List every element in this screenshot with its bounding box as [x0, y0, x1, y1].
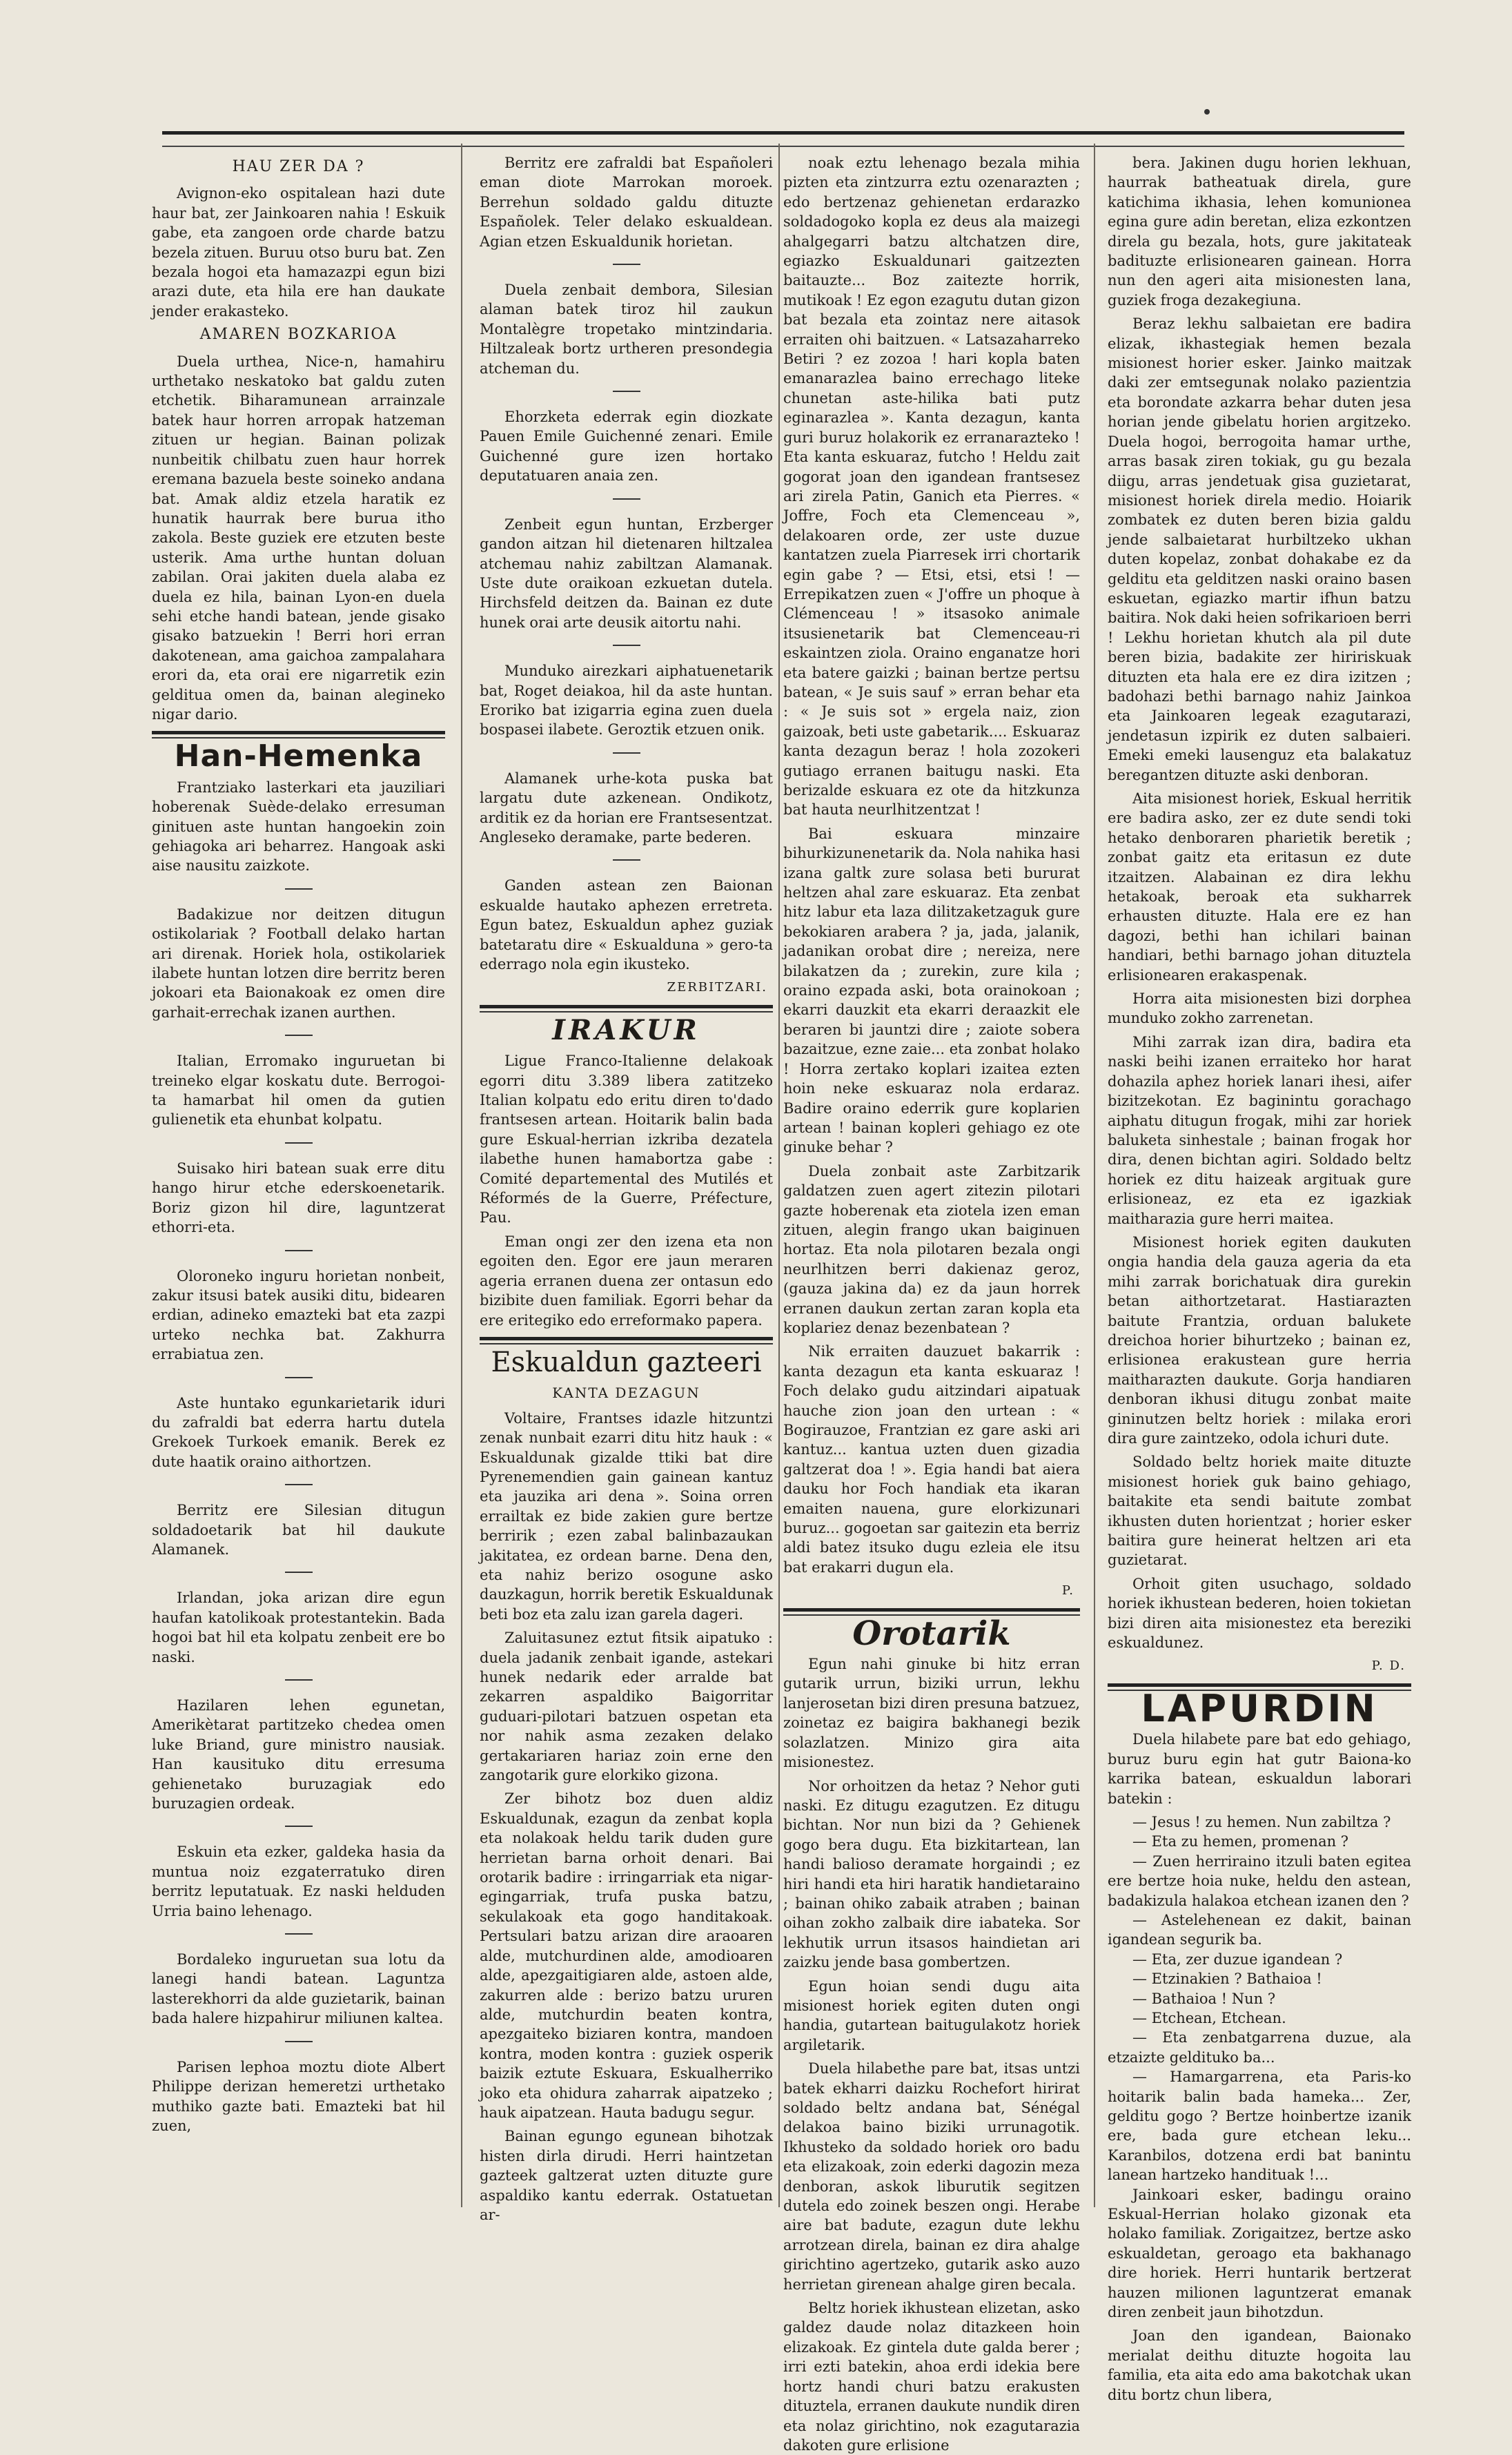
article-paragraph: Hazilaren lehen egunetan, Amerikètarat partitzeko chedea omen luke Briand, gure ministro nausiak. Han kausituko ditu erresuma gehienetako buruzagiak edo buruzagien ordeak.	[152, 1697, 445, 1812]
separator-rule	[285, 2041, 313, 2042]
separator-rule	[613, 498, 640, 500]
article-paragraph: Duela hilabete pare bat edo gehiago, buruz buru egin hat gutr Baiona-ko karrika batean, eskualdun laborari batekin :	[1108, 1731, 1411, 1807]
section-heading: AMAREN BOZKARIOA	[199, 326, 397, 344]
dialogue-line: — Eta, zer duzue igandean ?	[1132, 1950, 1343, 1968]
separator-rule	[285, 888, 313, 890]
article-paragraph: Bordaleko inguruetan sua lotu da lanegi handi batean. Laguntza lasterekhorri da alde guzietarik, bainan bada halere hizpahirur miliunen kaltea.	[152, 1951, 445, 2027]
section-masthead: IRAKUR	[552, 1013, 700, 1046]
section-rule	[152, 731, 445, 739]
separator-rule	[285, 1142, 313, 1144]
article-paragraph: Beltz horiek ikhustean elizetan, asko galdez daude nolaz ditazkeen hoin elizakoak. Ez gintela dute galda berer ; irri ezti batekin, ahoa erdi idekia bere hortz handi churi batzu erakusten dituztela, erranen daukute nundik diren eta nolaz girichtino, nok ezagutarazia dakoten gure erlisione	[783, 2300, 1080, 2454]
article-paragraph: Aste huntako egunkarietarik iduri du zafraldi bat ederra hartu dutela Grekoek Turkoek emanik. Berek ez dute haatik oraino aithortzen.	[152, 1394, 445, 1470]
dialogue-line: — Jesus ! zu hemen. Nun zabiltza ?	[1132, 1813, 1391, 1830]
separator-rule	[613, 645, 640, 646]
article-paragraph: Parisen lephoa moztu diote Albert Philippe derizan hemeretzi urthetako muthiko gazte bati. Emazteki bat hil zuen,	[152, 2058, 445, 2134]
article-paragraph: Ehorzketa ederrak egin diozkate Pauen Emile Guichenné zenari. Emile Guichenné gure izen hortako deputatuaren anaia zen.	[480, 409, 773, 485]
separator-rule	[285, 1484, 313, 1485]
article-paragraph: Suisako hiri batean suak erre ditu hango hirur etche ederskoenetarik. Boriz gizon hil dire, laguntzerat ethorri-eta.	[152, 1160, 445, 1236]
section-masthead: Eskualdun gazteeri	[491, 1346, 762, 1378]
column-rule	[778, 144, 780, 2207]
article-paragraph: Berritz ere Silesian ditugun soldadoetarik bat hil daukute Alamanek.	[152, 1502, 445, 1558]
separator-rule	[613, 264, 640, 265]
separator-rule	[285, 1933, 313, 1935]
dialogue-line: — Eta zenbatgarrena duzue, ala etzaizte geldituko ba...	[1108, 2029, 1411, 2066]
separator-rule	[613, 752, 640, 754]
dialogue-line: — Etzinakien ? Bathaioa !	[1132, 1970, 1322, 1988]
article-paragraph: Munduko airezkari aiphatuenetarik bat, Roget deiakoa, hil da aste huntan. Eroriko bat izigarria egina zuen duela bospasei ilabete. Geroztik etzuen onik.	[480, 663, 773, 739]
signature: P.	[1061, 1583, 1074, 1598]
article-paragraph: noak eztu lehenago bezala mihia pizten eta zintzurra eztu ozenarazten ; edo bertzenaz gehienetan erdarazko soldadogoko kopla ez deus ala maizegi ahalgegarri batzu altchatzen dire, egiazko Eskualdunari gaitzezten baitauzte... Boz zaitezte horrik, mutikoak ! Ez egon ezagutu dutan gizon bat bezala eta zointaz nere aitasok erraiten ohi baitzuen. « Latsazaharreko Betiri ? ez zozoa ! hari kopla baten emanarazlea baino errechago liteke chunetan aste-hilika bati putz eginarazlea ». Kanta dezagun, kanta guri buruz holakorik ez erranarazteko ! Eta kanta eskuaraz, futcho ! Heldu zait gogorat joan den igandean frantsesez ari zirela Patin, Ganich eta Pierres. « Joffre, Foch eta Clemenceau », delakoaren orde, zer uste duzue kantatzen zuela Piarresek irri chortarik egin gabe ? — Etsi, etsi, etsi ! — Errepikatzen zuen « J'offre un phoque à Clémenceau ! » itsasoko animale itsusienetarik bat Clemenceau-ri eskaintzen ziola. Oraino enganatze hori eta batere gaizki ; bainan bertze pertsu batean, « Je suis sauf » erran behar eta : « Je suis sot » ergela naiz, zion gaizoak, beti uste gabetarik.... Eskuaraz kanta dezagun beraz ! hola zozokeri gutiago erranen baitugu naski. Eta berizalde eskuara ez ote da hitzkunza bat hauta neurlhitzentzat !	[783, 155, 1080, 819]
ink-spot	[1204, 109, 1210, 115]
dialogue-line: — Hamargarrena, eta Paris-ko hoitarik balin bada hameka... Zer, gelditu gogo ? Bertze hoinbertze izanik ere, bada gure etchean leku... Karanbilos, dotzena erdi bat banintu lanean hartzeko handituak !...	[1108, 2068, 1411, 2184]
section-heading: HAU ZER DA ?	[232, 158, 365, 175]
article-paragraph: Ligue Franco-Italienne delakoak egorri ditu 3.389 libera zatitzeko Italian kolpatu edo eritu diren to'dado frantsesen artean. Hoitarik balin bada gure Eskual-herrian izkriba dezatela ilabethe hunen hamabortza gabe : Comité departemental des Mutilés et Réformés de la Guerre, Préfecture, Pau.	[480, 1053, 773, 1226]
signature: P. D.	[1371, 1659, 1406, 1674]
article-paragraph: Zenbeit egun huntan, Erzberger gandon aitzan hil dietenaren hiltzalea atchemau nahiz zabiltzan Alamanak. Uste dute oraikoan ezkuetan dutela. Hirchsfeld deitzen da. Bainan ez dute hunek orai arte deusik aitortu nahi.	[480, 516, 773, 631]
column-1	[152, 153, 445, 2210]
article-paragraph: Zaluitasunez eztut fitsik aipatuko : duela jadanik zenbait igande, astekari hunek nedarik eder arralde bat zekarren aspaldiko Baigorritar guduari-pilotari batzuen ospetan eta nor nahik asma zezaken delako gertakariaren hariaz zoin erne den zangotarik gure elorkiko gizona.	[480, 1630, 773, 1784]
separator-rule	[285, 1377, 313, 1378]
article-paragraph: Joan den igandean, Baionako merialat deithu dituzte hogoita lau familia, eta aita edo ama bakotchak ukan ditu bortz chun libera,	[1108, 2327, 1411, 2403]
article-paragraph: Berritz ere zafraldi bat Españoleri eman diote Marrokan moroek. Berrehun soldado galdu dituzte Españolek. Teler delako eskualdean. Agian etzen Eskualdunik horietan.	[480, 155, 773, 250]
dialogue-line: — Eta zu hemen, promenan ?	[1132, 1833, 1349, 1850]
article-paragraph: Italian, Erromako inguruetan bi treineko elgar koskatu dute. Berrogoi-ta hamarbat hil omen da gutien gulienetik eta ehunbat kolpatu.	[152, 1053, 445, 1128]
dialogue-line: — Etchean, Etchean.	[1132, 2009, 1286, 2026]
article-paragraph: Egun nahi ginuke bi hitz erran gutarik urrun, biziki urrun, lekhu lanjerosetan bizi diren presuna batzuez, zoinetaz ez baigira bakhanegi bezik solazlatzen. Minizo gira aita misionestez.	[783, 1656, 1080, 1771]
article-paragraph: Aita misionest horiek, Eskual herritik ere badira asko, zer ez dute sendi toki hetako denboraren pharietik beretik ; zonbat gaitz eta eritasun ez dute itzaitzen. Alabainan ez dira lekhu hetakoak, beroak eta sukharrek erhausten dituzte. Hala ere ez han dagozi, bethi han ichilari bainan handiari, bethi barnago johan dituztela erlisionearen erakaspenak.	[1108, 790, 1411, 984]
article-paragraph: Duela hilabethe pare bat, itsas untzi batek ekharri daizku Rochefort hirirat soldado beltz andana bat, Sénégal delakoa baino biziki urrunagotik. Ikhusteko da soldado horiek oro badu eta elizakoak, zoin ederki dagozin meza denboran, askok liburutik segitzen dutela edo zoinek beszen ongi. Herabe aire bat badute, ezagun dute lekhu arrotzean direla, bainan ez dira ahalge girichtino agertzeko, gutarik asko auzo herrietan girenean ahalge giren becala.	[783, 2060, 1080, 2293]
article-paragraph: Alamanek urhe-kota puska bat largatu dute azkenean. Ondikotz, arditik ez da horian ere Frantsesentzat. Angleseko deramake, parte bederen.	[480, 770, 773, 845]
section-masthead: Han-Hemenka	[174, 739, 423, 774]
article-paragraph: bera. Jakinen dugu horien lekhuan, haurrak batheatuak direla, gure katichima ikhasia, lehen komunionea egina gure adin beretan, eliza ezkontzen direla gu bezala, hots, gure jakitateak badituzte erlisionearen gainean. Horra nun den ageri aita misionesten lana, guziek froga dezakegiuna.	[1108, 155, 1411, 309]
article-paragraph: Jainkoari esker, badingu oraino Eskual-Herrian holako gizonak eta holako familiak. Zorigaitzez, bertze asko eskualdetan, geroago eta bakhanago dire horiek. Herri huntarik bertzerat hauzen milionen laguntzerat emanak diren zenbeit jaun bihotzdun.	[1108, 2186, 1411, 2321]
article-paragraph: Oloroneko inguru horietan nonbeit, zakur itsusi batek ausiki ditu, bidearen erdian, adineko emazteki bat eta zazpi urteko nechka bat. Zakhurra errabiatua zen.	[152, 1267, 445, 1363]
top-rule	[162, 131, 1404, 147]
article-paragraph: Badakizue nor deitzen ditugun ostikolariak ? Football delako hartan ari direnak. Horiek hola, ostikolariek ilabete huntan lotzen dire berritz beren jokoari eta Baionakoak ez omen dire garhait-errechak izanen aurthen.	[152, 906, 445, 1021]
article-paragraph: Nor orhoitzen da hetaz ? Nehor guti naski. Ez ditugu ezagutzen. Ez ditugu bichtan. Nor nun bizi da ? Gehienek gogo bera dugu. Eta bizkitartean, lan handi balioso deramate horgaindi ; ez hiri handi eta hiri haratik handietaraino ; bainan ohiko zabaik atraben ; bainan oihan zokho zalbaik dire iabateka. Sor lekhutik urrun itsasos haindietan ari zaizku jende basa gombertzen.	[783, 1777, 1080, 1971]
separator-rule	[285, 1679, 313, 1681]
article-paragraph: Duela zonbait aste Zarbitzarik galdatzen zuen agert zitezin pilotari gazte hoberenak eta ziotela izen eman zituen, alegin frango ukan baiginuen hortaz. Eta nola pilotaren bezala ongi neurlhitzen berri dakienaz geroz, (gauza jakina da) ez da jaun horrek erranen daukun zertan zaran kopla eta koplariez denaz bezenbatean ?	[783, 1162, 1080, 1336]
article-paragraph: Misionest horiek egiten daukuten ongia handia dela gauza ageria da eta mihi zarrak borichatuak dira gurekin betan aithortzetarat. Hastiarazten baitute Frantzia, orduan balukete dreichoa horier bihurtzeko ; bainan ez, erlisionea erakustean gure herria maitharazten daukute. Gorja handiaren denboran ikhusi ditugu zonbat maite gininutzen beltz horiek : milaka erori dira gure zaintzeko, odola ichuri dute.	[1108, 1233, 1411, 1447]
article-paragraph: Horra aita misionesten bizi dorphea munduko zokho zarrenetan.	[1108, 990, 1411, 1027]
dialogue-line: — Astelehenean ez dakit, bainan igandean segurik ba.	[1108, 1911, 1411, 1948]
article-paragraph: Bainan egungo egunean bihotzak histen dirla dirudi. Herri haintzetan gazteek galtzerat uzten dituzte gure aspaldiko kantu ederrak. Ostatuetan ar-	[480, 2128, 773, 2223]
column-4	[1108, 153, 1411, 2403]
article-paragraph: Voltaire, Frantses idazle hitzuntzi zenak nunbait ezarri ditu hitz hauk : « Eskualdunak gizalde ttiki bat dire Pyrenemendien gain gainean kantuz eta jauzika ari dena ». Soina orren errailtak ez bide zakien gure bertze berririk ; ezen zabal balinbazaukan jakitatea, ez ordean barne. Dena den, eta nahiz berizo osogune asko dauzkagun, horrik beretik Eskualdunak beti boz eta zalu izan garela dageri.	[480, 1409, 773, 1623]
article-paragraph: Eskuin eta ezker, galdeka hasia da muntua noiz ezgaterratuko diren berritz leputatuak. Ez naski helduden Urria baino lehenago.	[152, 1843, 445, 1919]
separator-rule	[285, 1035, 313, 1036]
article-paragraph: Egun hoian sendi dugu aita misionest horiek egiten duten ongi handia, gutartean baitugulakotz horiek argiletarik.	[783, 1977, 1080, 2053]
column-2	[480, 153, 773, 2223]
section-masthead: LAPURDIN	[1141, 1686, 1378, 1730]
section-rule	[480, 1005, 773, 1013]
article-paragraph: Avignon-eko ospitalean hazi dute haur bat, zer Jainkoaren nahia ! Eskuik gabe, eta zangoen orde charde batzu bezela zituen. Buruu otso buru bat. Zen bezala hogoi eta hamazazpi egun bizi arazi dute, eta hila ere han daukate jender erakasteko.	[152, 185, 445, 320]
column-rule	[461, 144, 462, 2207]
separator-rule	[285, 1826, 313, 1827]
dialogue-line: — Bathaioa ! Nun ?	[1132, 1990, 1276, 2007]
article-paragraph: Bai eskuara minzaire bihurkizunenetarik da. Nola nahika hasi izana galtk zure solasa beti bururat heltzen ahal zare eskuaraz. Eta zenbat hitz labur eta laza dilitzaketzaguk gure bekokiaren arabera ? ja, jada, jalanik, jadanikan orobat dire ; nereiza, nere bilakatzen da ; zurekin, zure kila ; oraino ezpada aski, bota orainokoan ; ekarri dauzkit eta ekarri deraazkit ele beraren bi jauntzi dire ; zaiote sobera bazaitzue, ezne zaie... eta zonbat holako ! Horra zertako koplari izaitea ezten hoin neke eskuaraz nola erdaraz. Badire oraino ederrik gure koplarien artean ! bainan kopleri gehiago ez ote ginuke behar ?	[783, 825, 1080, 1156]
article-paragraph: Ganden astean zen Baionan eskualde hautako aphezen erretreta. Egun batez, Eskualdun aphez guziak batetaratu dire « Eskualduna » gero-ta ederrago nola egin ikusteko.	[480, 877, 773, 972]
column-3	[783, 153, 1080, 2454]
article-paragraph: Nik erraiten dauzuet bakarrik : kanta dezagun eta kanta eskuaraz ! Foch delako gudu aitzindari aipatuak hauche zion joan den urtean : « Bogirauzoe, Frantzian ez gare aski ari kantuz... kantua uzten duen gizadia galtzerat doa ! ». Egia handi bat aiera dauku hor Foch handiak eta ikaran emaiten nauena, gure elorkizunari buruz... gogoetan sar gaitezin eta berriz aldi batez itsuko dugu ezleia ele itsu bat erakarri dugun ela.	[783, 1343, 1080, 1576]
article-paragraph: Duela urthea, Nice-n, hamahiru urthetako neskatoko bat galdu zuten etchetik. Biharamunean arrainzale batek haur horren arropak hatzeman zituen ur hegian. Bainan polizak nunbeitik chilbatu zuen haur horrek eremana bazuela beste soineko andana bat. Amak aldiz etzela haratik ez hunatik haurrak bere burua itho zakola. Beste guziek ere etzuten beste usterik. Ama urthe huntan doluan zabilan. Orai jakiten duela alaba ez duela ez hila, bainan Lyon-en duela sehi etche handi batean, jende gisako gisako batzuekin ! Berri hori erran dakotenean, ama gaichoa zampalahara erori da, eta orai ere nigarretik ezin gelditua omen da, bainan alegineko nigar dario.	[152, 353, 445, 723]
article-paragraph: Orhoit giten usuchago, soldado horiek ikhustean bederen, hoien tokietan bizi diren aita misionestez eta bereziki eskualdunez.	[1108, 1575, 1411, 1652]
article-paragraph: Beraz lekhu salbaietan ere badira elizak, ikhastegiak hemen bezala misionest horier esker. Jainko maitzak daki zer emtsegunak nolako pazientzia eta borondate azkarra behar duten jesa horian jende gibelatu horien argitzeko. Duela hogoi, berrogoita hamar urthe, arras basak ziren tokiak, gu gu bezala diigu, arras jendetuak gisa guzietarat, misionest horiek direla medio. Hoiarik zombatek ez duten beren bizia galdu jende salbaietarat hurbiltzeko ukhan duten kopelaz, zonbat dohakabe ez da gelditu eta gelditzen naski oraino basen eskuetan, egiazko martir ifhun batzu baitira. Nok daki heien sofrikarioen berri ! Lekhu horietan khutch ala pil dute beren bizia, badakite zer hiririskuak dituzten eta hala ere ez dira izitzen ; badohazi bethi barnago nahiz Jainkoa eta Jainkoaren legeak ezagutarazi, jendetasun izpirik ez duten salbaieri. Emeki emeki lausenguz eta balakatuz beregantzen dituzte aski denboran.	[1108, 315, 1411, 783]
article-paragraph: Frantziako lasterkari eta jauziliari hoberenak Suède-delako erresuman ginituen aste huntan hangoekin zoin gehiagoka ari beharrez. Hangoak aski aise nausitu zaizkote.	[152, 779, 445, 874]
dialogue-line: — Zuen herriraino itzuli baten egitea ere bertze hoia nuke, heldu den astean, badakizula halakoa etchean izanen den ?	[1108, 1852, 1411, 1909]
subheading: KANTA DEZAGUN	[552, 1385, 700, 1402]
article-paragraph: Soldado beltz horiek maite dituzte misionest horiek guk baino gehiago, baitakite eta sendi baitute zombat ikhusten duten horientzat ; horier esker baitira gure heinerat heltzen ari eta guzietarat.	[1108, 1454, 1411, 1569]
separator-rule	[613, 391, 640, 392]
section-masthead: Orotarik	[852, 1614, 1011, 1653]
separator-rule	[613, 859, 640, 861]
section-rule	[480, 1337, 773, 1344]
separator-rule	[285, 1250, 313, 1251]
signature: ZERBITZARI.	[667, 980, 767, 995]
article-paragraph: Irlandan, joka arizan dire egun haufan katolikoak protestantekin. Bada hogoi bat hil eta kolpatu zenbeit ere bo naski.	[152, 1590, 445, 1665]
article-paragraph: Mihi zarrak izan dira, badira eta naski beihi izanen erraiteko hor harat dohazila aphez horiek lanari ihesi, aifer bizitzekotan. Ez baginintu gorachago aiphatu ditugun frogak, mihi zar horiek baluketa sinhestale ; bainan frogak hor dira, denen bichtan agiri. Soldado beltz horiek ez ditu haizeak argituak gure erlisioneaz, ez eta ez igazkiak maitharazia gure herri maitea.	[1108, 1033, 1411, 1227]
article-paragraph: Eman ongi zer den izena eta non egoiten den. Egor ere jaun meraren ageria erranen duena zer ontasun edo bizibite duen familiak. Egorri behar da ere eritegiko edo erreformako papera.	[480, 1233, 773, 1329]
article-paragraph: Zer bihotz boz duen aldiz Eskualdunak, ezagun da zenbat kopla eta nolakoak heldu tarik duden gure herrietan barna orhoit denari. Bai orotarik badire : irringarriak eta nigar-egingarriak, trufa puska batzu, sekulakoak eta gogo handitakoak. Pertsulari batzu arizan dire araoaren alde, mutchurdinen alde, amodioaren alde, apezgaitigiaren alde, astoen alde, zakurren alde : berizo batzu ururen alde, mutchurdin beaten kontra, apezgaiteko biziaren kontra, mandoen kontra, moden kontra : guziek osperik baizik eztute Eskuara, Eskualherriko joko eta ohidura zaharrak aipatzeko ; hauk aipatzean. Hauta badugu segur.	[480, 1790, 773, 2121]
article-paragraph: Duela zenbait dembora, Silesian alaman batek tiroz hil zaukun Montalègre tropetako mintzindaria. Hiltzaleak bortz urtheren presondegia atcheman du.	[480, 282, 773, 377]
column-rule	[1094, 144, 1095, 2207]
separator-rule	[285, 1572, 313, 1573]
